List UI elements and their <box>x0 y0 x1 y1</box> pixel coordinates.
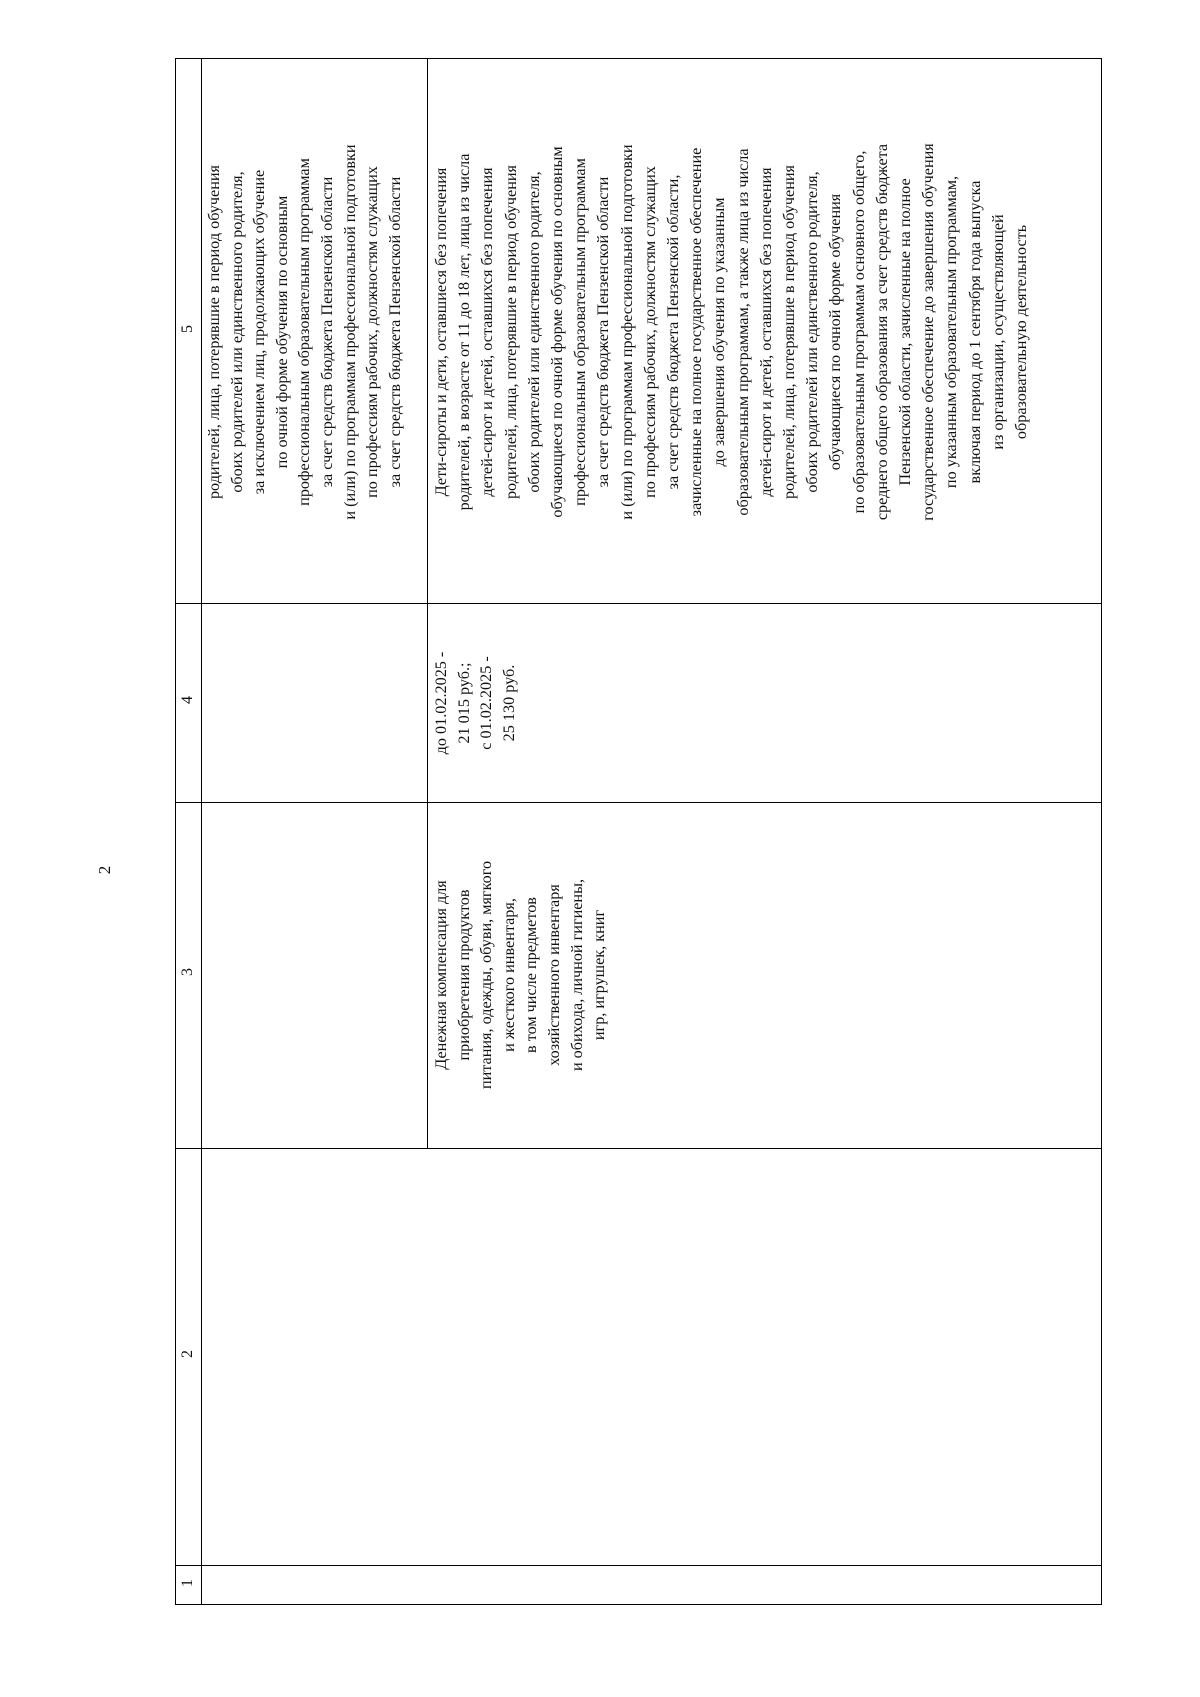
row2-col5-text: Дети-сироты и дети, оставшиеся без попечения родителей, в возрасте от 11 до 18 лет, лица из числа детей-сирот и детей, оставшихся без попечения родителей, лица, потерявшие в период обучения обоих родителей или единственного родителя, обучающиеся по очной форме обучения по основным профессиональным образовательным программам за счет средств бюджета Пензенской области и (или) по программам профессиональной подготовки по профессиям рабочих, должностям служащих за счет средств бюджета Пензенской области, зачисленные на полное государственное обеспечение до завершения обучения по указанным образовательным программам, а также лица из числа детей-сирот и детей, оставшихся без попечения родителей, лица, потерявшие в период обучения обоих родителей или единственного родителя, обучающиеся по очной форме обучения по образовательным программам основного общего, среднего общего образования за счет средств бюджета Пензенской области, зачисленные на полное государственное обеспечение до завершения обучения по указанным образовательным программам, включая период до 1 сентября года выпуска из организации, осуществляющей образовательную деятельность <box>432 143 1031 521</box>
row2-col3-text: Денежная компенсация для приобретения продуктов питания, одежды, обуви, мягкого и жесткого инвентаря, в том числе предметов хозяйственного инвентаря и обихода, личной гигиены, игр, игрушек, книг <box>432 860 609 1090</box>
col-header-4: 4 <box>179 696 196 704</box>
row-separator <box>427 58 428 1148</box>
row2-col4-cell <box>430 606 526 800</box>
col-header-1: 1 <box>179 1579 196 1587</box>
col-header-5: 5 <box>179 325 196 333</box>
row1-col5-text: родителей, лица, потерявшие в период обучения обоих родителей или единственного родителя, за исключением лиц, продолжающих обучение по очной форме обучения по основным профессиональным образовательным программам за счет средств бюджета Пензенской области и (или) по программам профессиональной подготовки по профессиям рабочих, должностям служащих за счет средств бюджета Пензенской области <box>205 144 404 520</box>
row2-col3-cell <box>430 806 620 1144</box>
row1-col5-cell <box>203 62 427 602</box>
row2-col4-text: до 01.02.2025 - 21 015 руб.; с 01.02.2025 - 25 130 руб. <box>432 651 518 755</box>
col-boundary-3-4 <box>175 802 1102 803</box>
row2-col5-cell <box>430 62 1090 602</box>
col-boundary-4-5 <box>175 603 1102 604</box>
col-header-2: 2 <box>179 1350 196 1358</box>
page-number: 2 <box>95 865 114 875</box>
col-boundary-1-2 <box>175 1565 1102 1566</box>
col-boundary-2-3 <box>175 1148 1102 1149</box>
col-header-3: 3 <box>179 968 196 976</box>
header-separator <box>201 58 202 1605</box>
